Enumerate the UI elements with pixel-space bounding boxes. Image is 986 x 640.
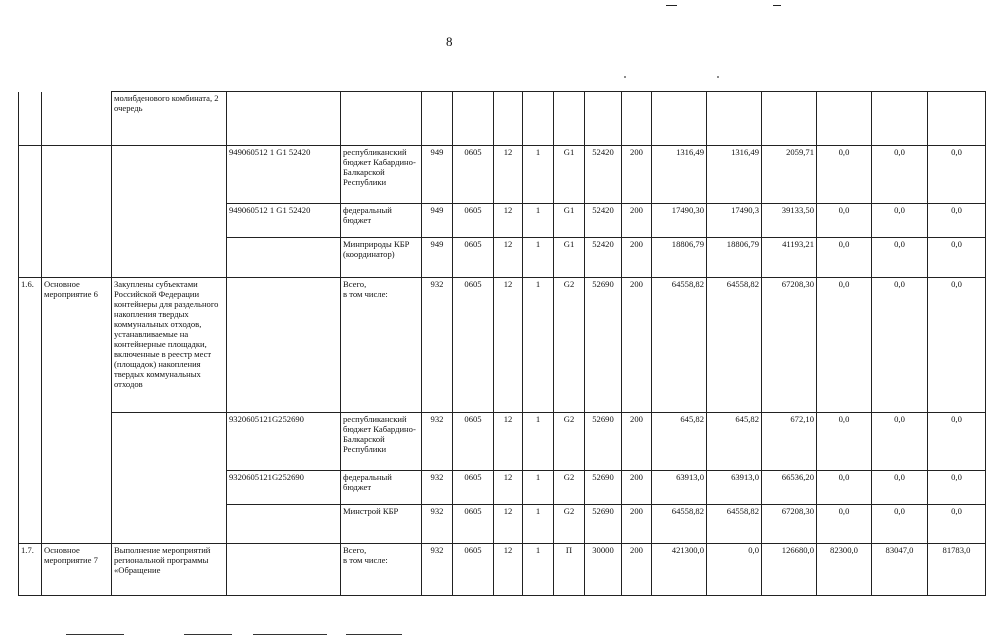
row-value-5: 0,0 (872, 278, 928, 413)
row-rz: 0605 (453, 505, 494, 544)
row-value-5: 0,0 (872, 238, 928, 278)
row-cs4: 52690 (585, 471, 622, 505)
row-source: республиканский бюджет Кабардино-Балкарской Республики (341, 413, 422, 471)
row-code (19, 413, 42, 471)
row-cs2 (523, 92, 554, 146)
row-activity (112, 238, 227, 278)
row-value-2: 64558,82 (707, 278, 762, 413)
row-value-2: 64558,82 (707, 505, 762, 544)
row-kbk: 9320605121G252690 (227, 413, 341, 471)
row-cs1: 12 (494, 278, 523, 413)
row-rz: 0605 (453, 204, 494, 238)
row-grbs: 932 (422, 471, 453, 505)
row-cs1 (494, 92, 523, 146)
table-row (19, 544, 986, 596)
row-code (19, 505, 42, 544)
table-row (19, 238, 986, 278)
row-value-3: 672,10 (762, 413, 817, 471)
row-value-1: 18806,79 (652, 238, 707, 278)
row-activity: молибденового комбината, 2 очередь (112, 92, 227, 146)
row-cs1: 12 (494, 471, 523, 505)
row-cs4: 52690 (585, 413, 622, 471)
page-number: 8 (446, 34, 453, 49)
row-value-5: 0,0 (872, 146, 928, 204)
table-row (19, 278, 986, 413)
row-cs3: G1 (554, 238, 585, 278)
row-cs2: 1 (523, 146, 554, 204)
row-cs3: П (554, 544, 585, 596)
row-cs3: G2 (554, 505, 585, 544)
row-value-3: 66536,20 (762, 471, 817, 505)
row-vr (622, 92, 652, 146)
row-kbk: 949060512 1 G1 52420 (227, 204, 341, 238)
row-value-2: 645,82 (707, 413, 762, 471)
row-value-6: 0,0 (928, 238, 986, 278)
row-vr: 200 (622, 278, 652, 413)
row-cs1: 12 (494, 146, 523, 204)
row-source: республиканский бюджет Кабардино-Балкарской Республики (341, 146, 422, 204)
row-cs4: 52420 (585, 204, 622, 238)
row-value-1: 421300,0 (652, 544, 707, 596)
row-grbs: 949 (422, 204, 453, 238)
row-value-2: 17490,3 (707, 204, 762, 238)
row-grbs: 932 (422, 413, 453, 471)
table-row (19, 146, 986, 204)
row-cs3: G2 (554, 413, 585, 471)
row-source: Всего, в том числе: (341, 278, 422, 413)
row-source: Минприроды КБР (координатор) (341, 238, 422, 278)
row-value-2 (707, 92, 762, 146)
row-value-1: 63913,0 (652, 471, 707, 505)
row-code (19, 471, 42, 505)
row-value-2: 63913,0 (707, 471, 762, 505)
row-value-4: 0,0 (817, 413, 872, 471)
row-value-6: 81783,0 (928, 544, 986, 596)
row-value-1: 1316,49 (652, 146, 707, 204)
table-row (19, 471, 986, 505)
row-cs4: 52690 (585, 278, 622, 413)
row-code (19, 146, 42, 204)
row-name (42, 505, 112, 544)
row-kbk (227, 544, 341, 596)
row-rz: 0605 (453, 278, 494, 413)
row-source: федеральный бюджет (341, 204, 422, 238)
row-value-6: 0,0 (928, 505, 986, 544)
row-name (42, 238, 112, 278)
row-value-6: 0,0 (928, 413, 986, 471)
row-value-1 (652, 92, 707, 146)
row-source: Всего, в том числе: (341, 544, 422, 596)
row-kbk (227, 505, 341, 544)
row-activity: Выполнение мероприятий региональной программы «Обращение (112, 544, 227, 596)
footer-line (184, 634, 232, 635)
footer-line (346, 634, 402, 635)
row-cs3 (554, 92, 585, 146)
scan-dot (624, 76, 626, 78)
row-cs3: G1 (554, 204, 585, 238)
row-value-4: 0,0 (817, 238, 872, 278)
row-cs1: 12 (494, 505, 523, 544)
row-rz: 0605 (453, 413, 494, 471)
row-source: Минстрой КБР (341, 505, 422, 544)
row-grbs: 932 (422, 278, 453, 413)
row-value-5: 83047,0 (872, 544, 928, 596)
row-value-3 (762, 92, 817, 146)
row-activity (112, 204, 227, 238)
row-activity (112, 471, 227, 505)
row-activity: Закуплены субъектами Российской Федерации контейнеры для раздельного накопления твердых коммунальных отходов, устанавливаемые на контейнерные площадки, включенные в реестр мест (площадок) накопления твердых коммунальных отходов (112, 278, 227, 413)
row-value-5 (872, 92, 928, 146)
row-source (341, 92, 422, 146)
row-cs3: G1 (554, 146, 585, 204)
row-activity (112, 505, 227, 544)
row-vr: 200 (622, 146, 652, 204)
row-grbs: 949 (422, 238, 453, 278)
row-rz: 0605 (453, 471, 494, 505)
row-value-1: 64558,82 (652, 505, 707, 544)
row-kbk: 949060512 1 G1 52420 (227, 146, 341, 204)
row-value-3: 67208,30 (762, 278, 817, 413)
row-cs2: 1 (523, 238, 554, 278)
row-grbs: 932 (422, 505, 453, 544)
row-value-1: 64558,82 (652, 278, 707, 413)
row-grbs: 949 (422, 146, 453, 204)
row-kbk (227, 92, 341, 146)
table-row (19, 413, 986, 471)
row-value-2: 18806,79 (707, 238, 762, 278)
row-vr: 200 (622, 413, 652, 471)
row-cs1: 12 (494, 544, 523, 596)
table-row (19, 204, 986, 238)
row-name (42, 413, 112, 471)
row-name (42, 204, 112, 238)
row-code (19, 92, 42, 146)
row-value-6: 0,0 (928, 278, 986, 413)
row-grbs (422, 92, 453, 146)
row-cs2: 1 (523, 471, 554, 505)
row-value-6: 0,0 (928, 204, 986, 238)
row-source: федеральный бюджет (341, 471, 422, 505)
row-value-4: 0,0 (817, 471, 872, 505)
row-code (19, 204, 42, 238)
row-cs4 (585, 92, 622, 146)
row-kbk (227, 278, 341, 413)
row-value-4: 0,0 (817, 146, 872, 204)
row-value-2: 1316,49 (707, 146, 762, 204)
row-value-3: 39133,50 (762, 204, 817, 238)
row-value-6 (928, 92, 986, 146)
budget-table (18, 91, 986, 596)
row-value-5: 0,0 (872, 413, 928, 471)
row-value-4: 0,0 (817, 505, 872, 544)
row-value-4: 0,0 (817, 204, 872, 238)
row-cs4: 30000 (585, 544, 622, 596)
row-vr: 200 (622, 471, 652, 505)
row-cs4: 52420 (585, 238, 622, 278)
row-activity (112, 413, 227, 471)
row-name: Основное мероприятие 7 (42, 544, 112, 596)
row-name (42, 146, 112, 204)
row-cs3: G2 (554, 471, 585, 505)
row-cs1: 12 (494, 238, 523, 278)
row-rz (453, 92, 494, 146)
row-cs2: 1 (523, 544, 554, 596)
row-code (19, 238, 42, 278)
row-value-4: 0,0 (817, 278, 872, 413)
footer-line (253, 634, 327, 635)
row-grbs: 932 (422, 544, 453, 596)
row-value-3: 126680,0 (762, 544, 817, 596)
row-cs2: 1 (523, 278, 554, 413)
row-cs2: 1 (523, 505, 554, 544)
row-value-5: 0,0 (872, 471, 928, 505)
scan-dot (717, 76, 719, 78)
row-value-3: 67208,30 (762, 505, 817, 544)
row-code: 1.7. (19, 544, 42, 596)
row-value-3: 41193,21 (762, 238, 817, 278)
row-cs2: 1 (523, 204, 554, 238)
row-value-5: 0,0 (872, 204, 928, 238)
row-value-6: 0,0 (928, 471, 986, 505)
row-value-3: 2059,71 (762, 146, 817, 204)
row-value-1: 645,82 (652, 413, 707, 471)
row-name (42, 92, 112, 146)
row-vr: 200 (622, 544, 652, 596)
footer-line (66, 634, 124, 635)
row-cs4: 52690 (585, 505, 622, 544)
row-vr: 200 (622, 505, 652, 544)
table-row (19, 92, 986, 146)
row-cs4: 52420 (585, 146, 622, 204)
row-value-4: 82300,0 (817, 544, 872, 596)
row-value-2: 0,0 (707, 544, 762, 596)
row-name: Основное мероприятие 6 (42, 278, 112, 413)
row-value-5: 0,0 (872, 505, 928, 544)
row-vr: 200 (622, 204, 652, 238)
row-rz: 0605 (453, 544, 494, 596)
row-value-1: 17490,30 (652, 204, 707, 238)
row-name (42, 471, 112, 505)
row-value-4 (817, 92, 872, 146)
row-cs2: 1 (523, 413, 554, 471)
row-cs1: 12 (494, 204, 523, 238)
scan-mark (773, 5, 781, 6)
row-cs3: G2 (554, 278, 585, 413)
row-kbk (227, 238, 341, 278)
row-cs1: 12 (494, 413, 523, 471)
row-code: 1.6. (19, 278, 42, 413)
row-activity (112, 146, 227, 204)
row-kbk: 9320605121G252690 (227, 471, 341, 505)
row-rz: 0605 (453, 238, 494, 278)
table-row (19, 505, 986, 544)
row-value-6: 0,0 (928, 146, 986, 204)
scan-mark (666, 5, 677, 6)
row-vr: 200 (622, 238, 652, 278)
row-rz: 0605 (453, 146, 494, 204)
